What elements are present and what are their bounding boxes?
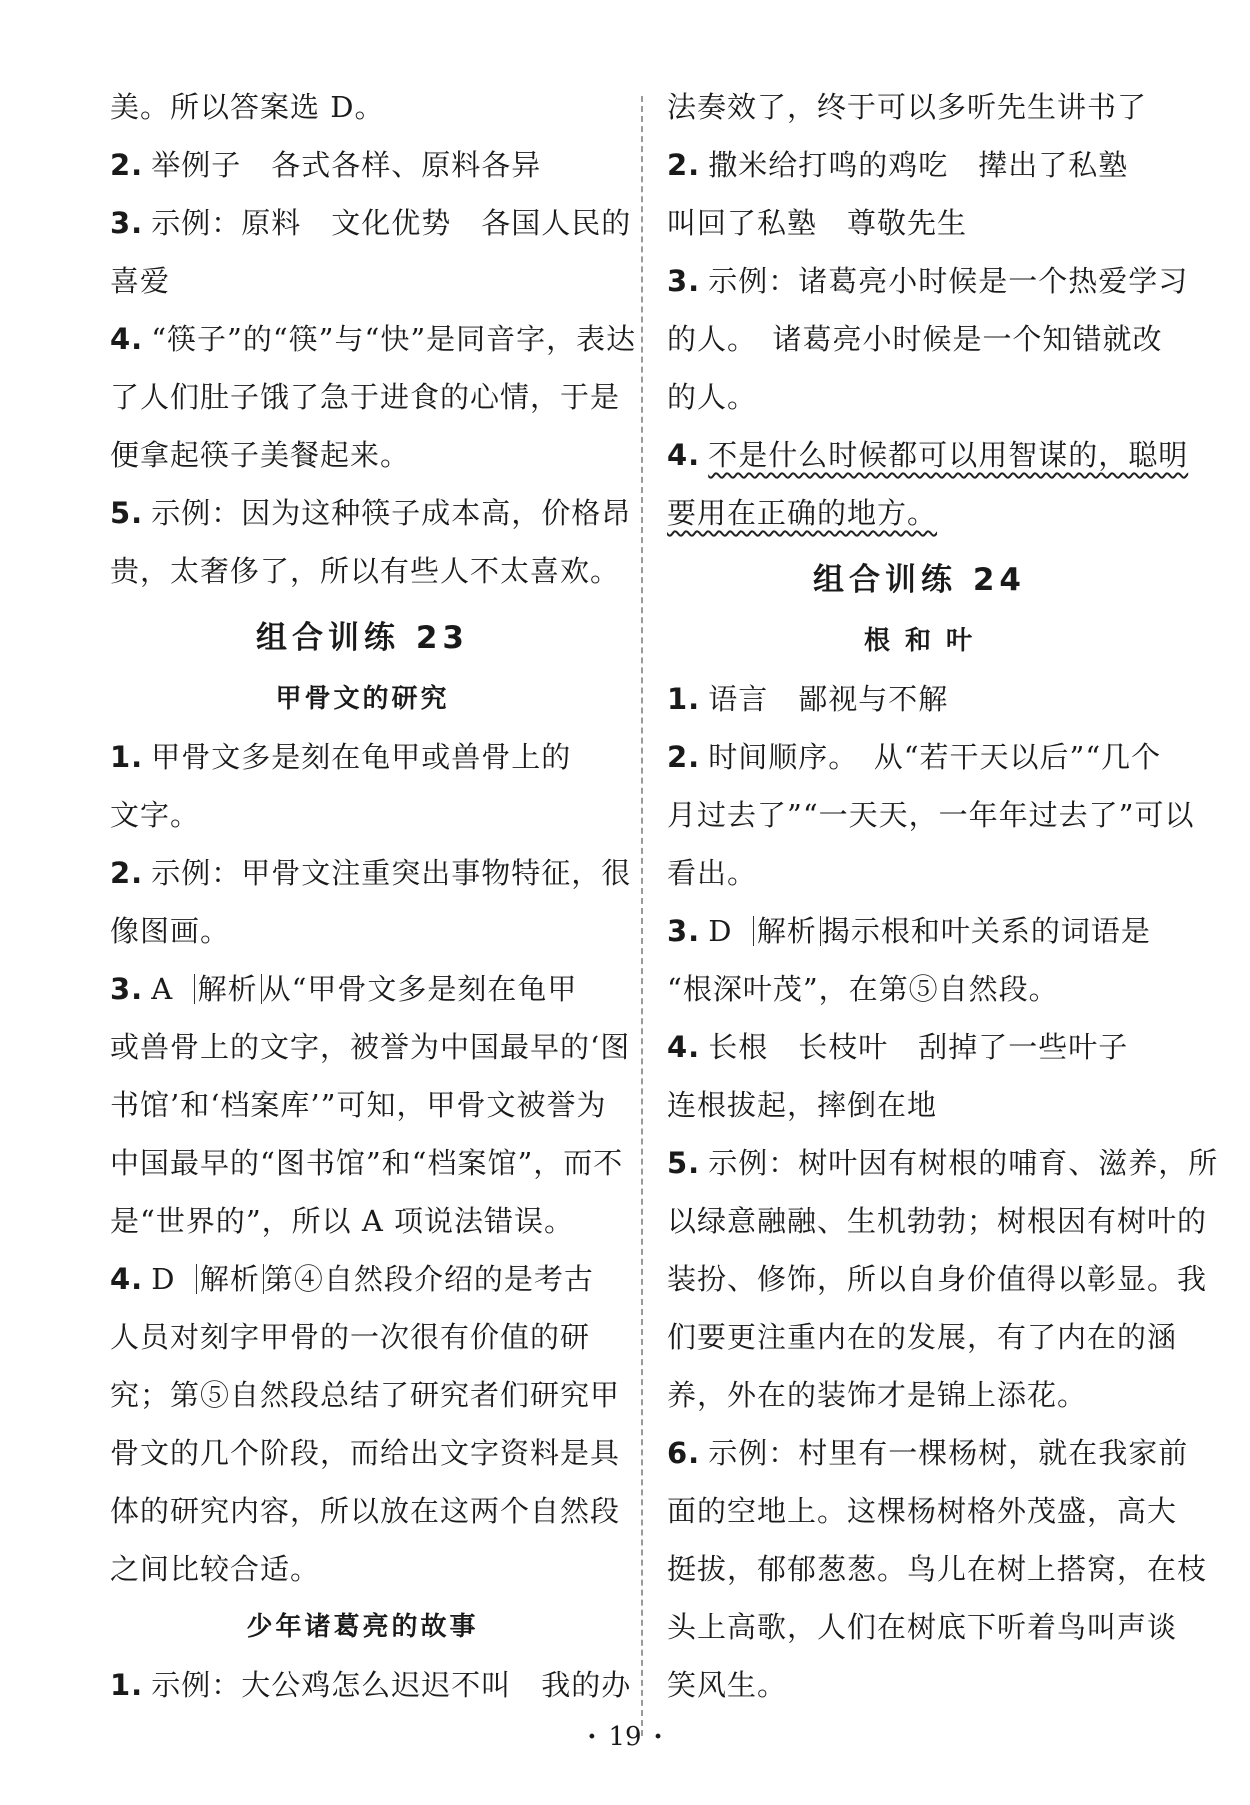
root-answer-6-cont: 挺拔，郁郁葱葱。鸟儿在树上搭窝，在枝 bbox=[667, 1552, 1208, 1586]
root-answer-4-cont: 连根拔起，摔倒在地 bbox=[667, 1088, 938, 1122]
root-answer-6-cont: 笑风生。 bbox=[667, 1668, 788, 1702]
article-title-oracle-bones: 甲骨文的研究 bbox=[275, 684, 450, 714]
root-answer-5-cont: 养，外在的装饰才是锦上添花。 bbox=[667, 1378, 1088, 1412]
zhuge-answer-3: 3. 示例：诸葛亮小时候是一个热爱学习 bbox=[667, 264, 1189, 298]
article-title-root-and-leaf: 根 和 叶 bbox=[863, 626, 976, 656]
zhuge-answer-3-cont: 的人。 bbox=[667, 380, 758, 414]
oracle-answer-2: 2. 示例：甲骨文注重突出事物特征，很 bbox=[110, 856, 632, 890]
answer-3-cont: 喜爱 bbox=[110, 264, 171, 298]
oracle-answer-3: 3. A 解析 从“甲骨文多是刻在龟甲 bbox=[110, 972, 578, 1006]
left-column bbox=[110, 78, 637, 1714]
analysis-tag: 解析 bbox=[194, 974, 262, 1004]
analysis-tag: 解析 bbox=[196, 1264, 264, 1294]
zhuge-answer-1: 1. 示例：大公鸡怎么迟迟不叫 我的办 bbox=[110, 1668, 632, 1702]
zhuge-answer-2: 2. 撒米给打鸣的鸡吃 撵出了私塾 bbox=[667, 148, 1129, 182]
answer-5: 5. 示例：因为这种筷子成本高，价格昂 bbox=[110, 496, 632, 530]
oracle-answer-3-cont: 或兽骨上的文字，被誉为中国最早的‘图 bbox=[110, 1030, 631, 1064]
oracle-answer-4: 4. D 解析 第④自然段介绍的是考古 bbox=[110, 1262, 594, 1296]
right-column bbox=[667, 78, 1219, 1714]
oracle-answer-2-cont: 像图画。 bbox=[110, 914, 231, 948]
zhuge-answer-3-cont: 的人。 诸葛亮小时候是一个知错就改 bbox=[667, 322, 1163, 356]
root-answer-2: 2. 时间顺序。 从“若干天以后”“几个 bbox=[667, 740, 1162, 774]
oracle-answer-4-cont: 体的研究内容，所以放在这两个自然段 bbox=[110, 1494, 621, 1528]
answer-3: 3. 示例：原料 文化优势 各国人民的 bbox=[110, 206, 632, 240]
zhuge-answer-2-cont: 叫回了私塾 尊敬先生 bbox=[667, 206, 968, 240]
root-answer-2-cont: 看出。 bbox=[667, 856, 758, 890]
answer-4-cont: 便拿起筷子美餐起来。 bbox=[110, 438, 411, 472]
oracle-answer-3-cont: 书馆’和‘档案库’”可知，甲骨文被誉为 bbox=[110, 1088, 607, 1122]
root-answer-4: 4. 长根 长枝叶 刮掉了一些叶子 bbox=[667, 1030, 1129, 1064]
oracle-answer-3-cont: 中国最早的“图书馆”和“档案馆”，而不 bbox=[110, 1146, 624, 1180]
root-answer-2-cont: 月过去了”“一天天，一年年过去了”可以 bbox=[667, 798, 1195, 832]
root-answer-5: 5. 示例：树叶因有树根的哺育、滋养，所 bbox=[667, 1146, 1219, 1180]
oracle-answer-4-cont: 之间比较合适。 bbox=[110, 1552, 321, 1586]
answer-4: 4. “筷子”的“筷”与“快”是同音字，表达 bbox=[110, 322, 637, 356]
answer-4-cont: 了人们肚子饿了急于进食的心情，于是 bbox=[110, 380, 621, 414]
root-answer-3: 3. D 解析 揭示根和叶关系的词语是 bbox=[667, 914, 1151, 948]
oracle-answer-4-cont: 究；第⑤自然段总结了研究者们研究甲 bbox=[110, 1378, 621, 1412]
oracle-answer-1: 1. 甲骨文多是刻在龟甲或兽骨上的 bbox=[110, 740, 572, 774]
oracle-answer-3-cont: 是“世界的”，所以 A 项说法错误。 bbox=[110, 1204, 575, 1238]
root-answer-5-cont: 装扮、修饰，所以自身价值得以彰显。我 bbox=[667, 1262, 1208, 1296]
root-answer-1: 1. 语言 鄙视与不解 bbox=[667, 682, 949, 716]
zhuge-answer-1-cont: 法奏效了，终于可以多听先生讲书了 bbox=[667, 90, 1148, 124]
root-answer-6-cont: 头上高歌，人们在树底下听着鸟叫声谈 bbox=[667, 1610, 1178, 1644]
root-answer-5-cont: 们要更注重内在的发展，有了内在的涵 bbox=[667, 1320, 1178, 1354]
section-title-23: 组合训练 23 bbox=[256, 620, 469, 656]
answer-5-cont: 贵，太奢侈了，所以有些人不太喜欢。 bbox=[110, 554, 621, 588]
page-number: · 19 · bbox=[587, 1722, 663, 1752]
zhuge-answer-4-cont: 要用在正确的地方。 bbox=[667, 496, 938, 530]
article-title-zhuge-liang: 少年诸葛亮的故事 bbox=[246, 1612, 479, 1642]
continuation-text: 美。所以答案选 D。 bbox=[110, 90, 385, 124]
root-answer-5-cont: 以绿意融融、生机勃勃；树根因有树叶的 bbox=[667, 1204, 1208, 1238]
zhuge-answer-4: 4. 不是什么时候都可以用智谋的，聪明 bbox=[667, 438, 1189, 472]
oracle-answer-4-cont: 骨文的几个阶段，而给出文字资料是具 bbox=[110, 1436, 621, 1470]
section-title-24: 组合训练 24 bbox=[813, 562, 1026, 598]
root-answer-6: 6. 示例：村里有一棵杨树，就在我家前 bbox=[667, 1436, 1189, 1470]
root-answer-6-cont: 面的空地上。这棵杨树格外茂盛，高大 bbox=[667, 1494, 1178, 1528]
oracle-answer-4-cont: 人员对刻字甲骨的一次很有价值的研 bbox=[110, 1320, 591, 1354]
answer-2: 2. 举例子 各式各样、原料各异 bbox=[110, 148, 542, 182]
oracle-answer-1-cont: 文字。 bbox=[110, 798, 201, 832]
column-divider bbox=[641, 96, 643, 1736]
analysis-tag: 解析 bbox=[753, 916, 821, 946]
root-answer-3-cont: “根深叶茂”，在第⑤自然段。 bbox=[667, 972, 1059, 1006]
